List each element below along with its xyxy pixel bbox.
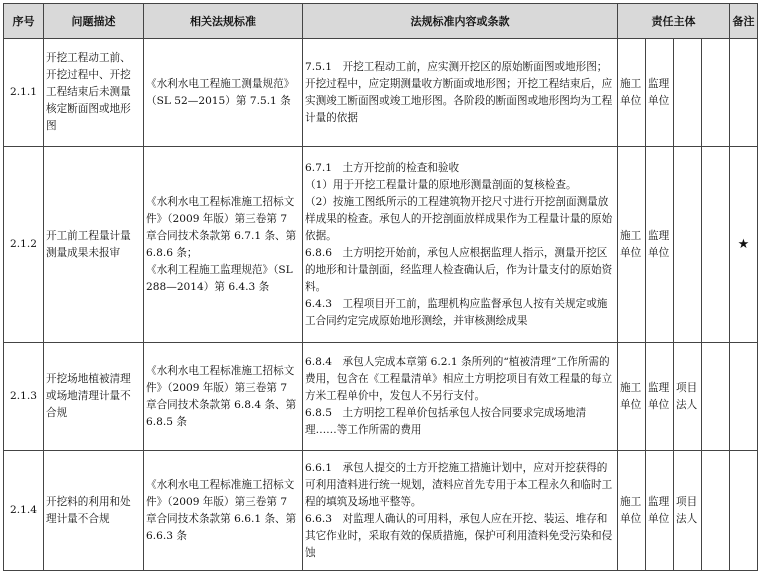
table-row (4, 147, 758, 343)
content-paragraph: 7.5.1 开挖工程动工前，应实测开挖区的原始断面图或地形图；开挖过程中，应定期测量收方断面或地形图；开挖工程结束后，应实测竣工断面图或竣工地形图。各阶段的断面图或地形图均为工程计量的依据 (305, 60, 613, 124)
standard-paragraph: 《水利水电工程施工测量规范》（SL 52—2015）第 7.5.1 条 (146, 77, 295, 107)
header-problem: 问题描述 (44, 4, 144, 39)
responsible-cell: 监理单位 (646, 39, 674, 147)
header-row (4, 4, 758, 39)
responsible-cell: 施工单位 (618, 147, 646, 343)
seq-cell: 2.1.4 (4, 451, 44, 571)
problem-cell: 开挖场地植被清理或场地清理计量不合规 (44, 343, 144, 451)
problem-cell: 开工前工程量计量测量成果未报审 (44, 147, 144, 343)
responsible-cell: 监理单位 (646, 343, 674, 451)
problem-cell: 开挖工程动工前、开挖过程中、开挖工程结束后未测量核定断面图或地形图 (44, 39, 144, 147)
content-cell (303, 343, 618, 451)
table-row (4, 343, 758, 451)
seq-cell: 2.1.3 (4, 343, 44, 451)
content-cell (303, 147, 618, 343)
seq-cell: 2.1.2 (4, 147, 44, 343)
content-cell (303, 39, 618, 147)
header-content: 法规标准内容或条款 (303, 4, 618, 39)
standard-paragraph: 《水利水电工程标准施工招标文件》（2009 年版）第三卷第 7 章合同技术条款第 6.7.1 条、第 6.8.6 条； (146, 195, 297, 259)
table-row (4, 451, 758, 571)
responsible-cell-empty (702, 147, 730, 343)
remark-cell (730, 343, 758, 451)
content-paragraph: 6.6.1 承包人提交的土方开挖施工措施计划中，应对开挖获得的可利用渣料进行统一规划，渣料应首先专用于本工程永久和临时工程的填筑及场地平整等。 (305, 461, 613, 508)
standard-paragraph: 《水利水电工程标准施工招标文件》（2009 年版）第三卷第 7 章合同技术条款第 6.6.1 条、第 6.6.3 条 (146, 478, 297, 542)
table-row (4, 39, 758, 147)
responsible-cell: 项目法人 (674, 451, 702, 571)
remark-cell (730, 39, 758, 147)
responsible-cell: 施工单位 (618, 451, 646, 571)
header-responsible: 责任主体 (618, 4, 730, 39)
content-paragraph: （2）按施工图纸所示的工程建筑物开挖尺寸进行开挖剖面测量放样成果的检查。承包人的开挖剖面放样成果作为工程量计量的原始依据。 (305, 195, 613, 242)
standard-paragraph: 《水利水电工程标准施工招标文件》（2009 年版）第三卷第 7 章合同技术条款第 6.8.4 条、第 6.8.5 条 (146, 364, 297, 428)
remark-cell: ★ (730, 147, 758, 343)
content-paragraph: 6.8.5 土方明挖工程单价包括承包人按合同要求完成场地清理……等工作所需的费用 (305, 407, 587, 436)
responsible-cell: 监理单位 (646, 451, 674, 571)
standard-cell (144, 39, 303, 147)
content-cell (303, 451, 618, 571)
responsible-cell (674, 39, 702, 147)
content-paragraph: 6.4.3 工程项目开工前，监理机构应监督承包人按有关规定或施工合同约定完成原始地形测绘，并审核测绘成果 (305, 297, 608, 327)
standard-cell (144, 147, 303, 343)
remark-cell (730, 451, 758, 571)
responsible-cell-empty (702, 451, 730, 571)
seq-cell: 2.1.1 (4, 39, 44, 147)
content-paragraph: 6.8.4 承包人完成本章第 6.2.1 条所列的“植被清理”工作所需的费用，包含在《工程量清单》相应土方明挖项目有效工程量的每立方米工程单价中，发包人不另行支付。 (305, 356, 613, 402)
content-paragraph: 6.7.1 土方开挖前的检查和验收 (305, 161, 460, 174)
responsible-cell: 项目法人 (674, 343, 702, 451)
responsible-cell: 施工单位 (618, 39, 646, 147)
header-seq: 序号 (4, 4, 44, 39)
responsible-cell-empty (702, 39, 730, 147)
responsible-cell-empty (702, 343, 730, 451)
problem-cell: 开挖料的利用和处理计量不合规 (44, 451, 144, 571)
responsible-cell (674, 147, 702, 343)
regulation-table (3, 3, 758, 571)
standard-paragraph: 《水利工程施工监理规范》（SL 288—2014）第 6.4.3 条 (146, 263, 293, 293)
standard-cell (144, 451, 303, 571)
content-paragraph: 6.6.3 对监理人确认的可用料，承包人应在开挖、装运、堆存和其它作业时，采取有效的保质措施，保护可利用渣料免受污染和侵蚀 (305, 512, 613, 559)
responsible-cell: 施工单位 (618, 343, 646, 451)
content-paragraph: （1）用于开挖工程量计量的原地形测量剖面的复核检查。 (305, 178, 577, 191)
content-paragraph: 6.8.6 土方明挖开始前，承包人应根据监理人指示，测量开挖区的地形和计量剖面，经监理人检查确认后，作为计量支付的原始资料。 (305, 246, 613, 293)
header-standard: 相关法规标准 (144, 4, 303, 39)
header-remark: 备注 (730, 4, 758, 39)
responsible-cell: 监理单位 (646, 147, 674, 343)
standard-cell (144, 343, 303, 451)
